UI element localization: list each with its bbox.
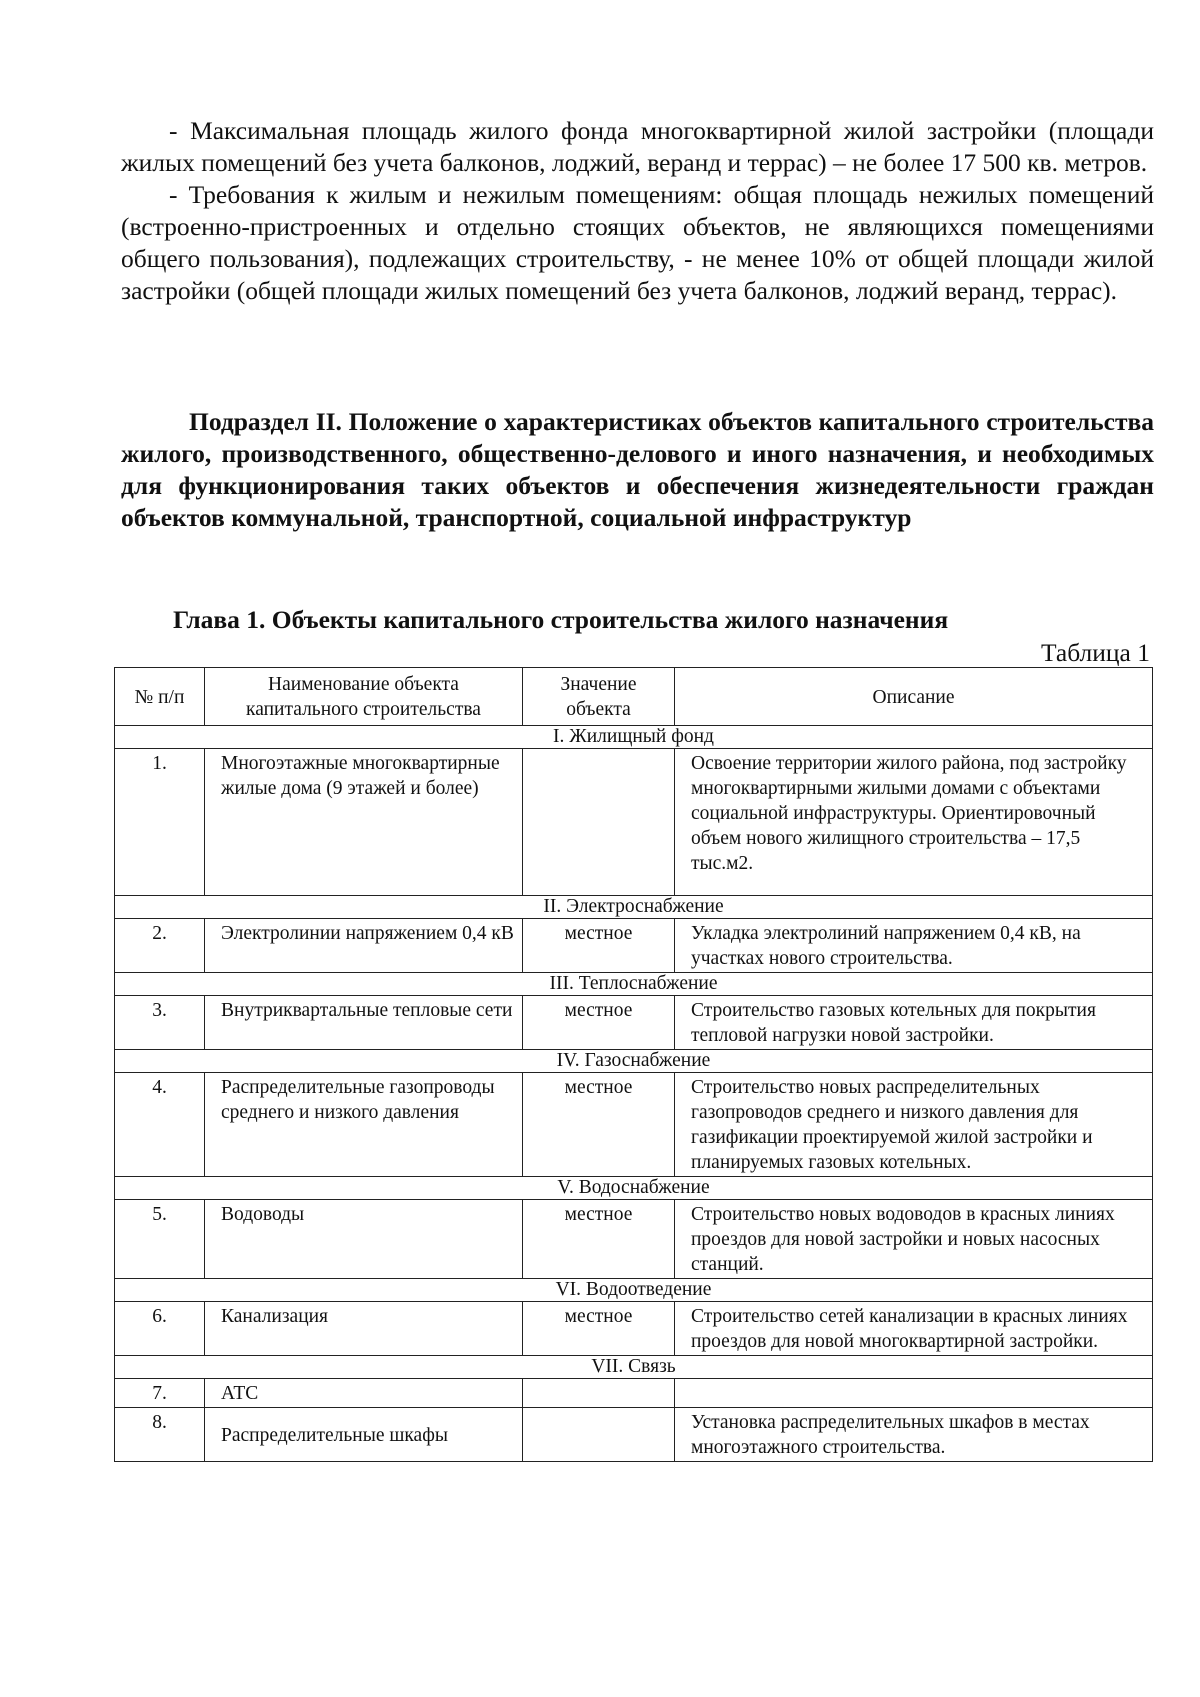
row-object-name: Водоводы bbox=[205, 1200, 523, 1279]
table-group-row bbox=[115, 1177, 1153, 1200]
row-description: Установка распределительных шкафов в местах многоэтажного строительства. bbox=[675, 1408, 1153, 1462]
table-header-row bbox=[115, 668, 1153, 726]
row-description bbox=[675, 1379, 1153, 1408]
paragraph-max-housing-area: - Максимальная площадь жилого фонда многоквартирной жилой застройки (площади жилых помещений без учета балконов, лоджий, веранд и террас) – не более 17 500 кв. метров. bbox=[121, 116, 1154, 177]
row-object-value: местное bbox=[523, 919, 675, 973]
table-row bbox=[115, 1073, 1153, 1177]
table-row bbox=[115, 1408, 1153, 1462]
table-group-row bbox=[115, 973, 1153, 996]
table-group-row bbox=[115, 896, 1153, 919]
chapter-title: Глава 1. Объекты капитального строительства жилого назначения bbox=[173, 605, 949, 634]
row-number: 3. bbox=[115, 996, 205, 1050]
row-object-value bbox=[523, 1379, 675, 1408]
table-group-row bbox=[115, 1356, 1153, 1379]
header-object-name: Наименование объекта капитального строительства bbox=[205, 668, 523, 726]
group-title-housing: I. Жилищный фонд bbox=[115, 726, 1153, 749]
row-number: 6. bbox=[115, 1302, 205, 1356]
table-label: Таблица 1 bbox=[1040, 638, 1150, 667]
table-group-row bbox=[115, 1279, 1153, 1302]
row-description: Строительство новых водоводов в красных линиях проездов для новой застройки и новых насосных станций. bbox=[675, 1200, 1153, 1279]
group-title-electricity: II. Электроснабжение bbox=[115, 896, 1153, 919]
row-object-name: Распределительные шкафы bbox=[205, 1408, 523, 1462]
row-object-value bbox=[523, 1408, 675, 1462]
row-object-name: Канализация bbox=[205, 1302, 523, 1356]
intro-paragraphs bbox=[121, 115, 1154, 307]
row-number: 4. bbox=[115, 1073, 205, 1177]
header-number: № п/п bbox=[115, 668, 205, 726]
subsection-title: Подраздел II. Положение о характеристиках объектов капитального строительства жилого, производственного, общественно-делового и иного назначения, и необходимых для функционирования таких объектов и обеспечения жизнедеятельности граждан объектов коммунальной, транспортной, социальной инфраструктур bbox=[121, 407, 1154, 532]
row-object-value: местное bbox=[523, 996, 675, 1050]
group-title-water-supply: V. Водоснабжение bbox=[115, 1177, 1153, 1200]
row-object-name: Электролинии напряжением 0,4 кВ bbox=[205, 919, 523, 973]
table-row bbox=[115, 1379, 1153, 1408]
row-number: 7. bbox=[115, 1379, 205, 1408]
objects-table bbox=[114, 667, 1153, 1462]
group-title-gas: IV. Газоснабжение bbox=[115, 1050, 1153, 1073]
row-object-value: местное bbox=[523, 1200, 675, 1279]
header-object-value: Значение объекта bbox=[523, 668, 675, 726]
row-object-value bbox=[523, 749, 675, 896]
row-object-value: местное bbox=[523, 1073, 675, 1177]
row-object-name: Распределительные газопроводы среднего и низкого давления bbox=[205, 1073, 523, 1177]
paragraph-premises-requirements: - Требования к жилым и нежилым помещениям: общая площадь нежилых помещений (встроенно-пристроенных и отдельно стоящих объектов, не являющихся помещениями общего пользования), подлежащих строительству, - не менее 10% от общей площади жилой застройки (общей площади жилых помещений без учета балконов, лоджий веранд, террас). bbox=[121, 180, 1154, 305]
table-row bbox=[115, 996, 1153, 1050]
table-row bbox=[115, 1200, 1153, 1279]
header-description: Описание bbox=[675, 668, 1153, 726]
row-description: Строительство газовых котельных для покрытия тепловой нагрузки новой застройки. bbox=[675, 996, 1153, 1050]
row-description: Укладка электролиний напряжением 0,4 кВ, на участках нового строительства. bbox=[675, 919, 1153, 973]
group-title-heating: III. Теплоснабжение bbox=[115, 973, 1153, 996]
table-row bbox=[115, 749, 1153, 896]
table-group-row bbox=[115, 726, 1153, 749]
row-number: 8. bbox=[115, 1408, 205, 1462]
row-description: Освоение территории жилого района, под застройку многоквартирными жилыми домами с объектами социальной инфраструктуры. Ориентировочный объем нового жилищного строительства – 17,5 тыс.м2. bbox=[675, 749, 1153, 896]
row-object-name: АТС bbox=[205, 1379, 523, 1408]
table-group-row bbox=[115, 1050, 1153, 1073]
row-description: Строительство сетей канализации в красных линиях проездов для новой многоквартирной застройки. bbox=[675, 1302, 1153, 1356]
table-row bbox=[115, 1302, 1153, 1356]
group-title-communications: VII. Связь bbox=[115, 1356, 1153, 1379]
table-row bbox=[115, 919, 1153, 973]
row-number: 5. bbox=[115, 1200, 205, 1279]
row-description: Строительство новых распределительных газопроводов среднего и низкого давления для газификации проектируемой жилой застройки и планируемых газовых котельных. bbox=[675, 1073, 1153, 1177]
group-title-sewerage: VI. Водоотведение bbox=[115, 1279, 1153, 1302]
row-number: 2. bbox=[115, 919, 205, 973]
row-object-name: Многоэтажные многоквартирные жилые дома (9 этажей и более) bbox=[205, 749, 523, 896]
row-object-value: местное bbox=[523, 1302, 675, 1356]
row-number: 1. bbox=[115, 749, 205, 896]
row-object-name: Внутриквартальные тепловые сети bbox=[205, 996, 523, 1050]
